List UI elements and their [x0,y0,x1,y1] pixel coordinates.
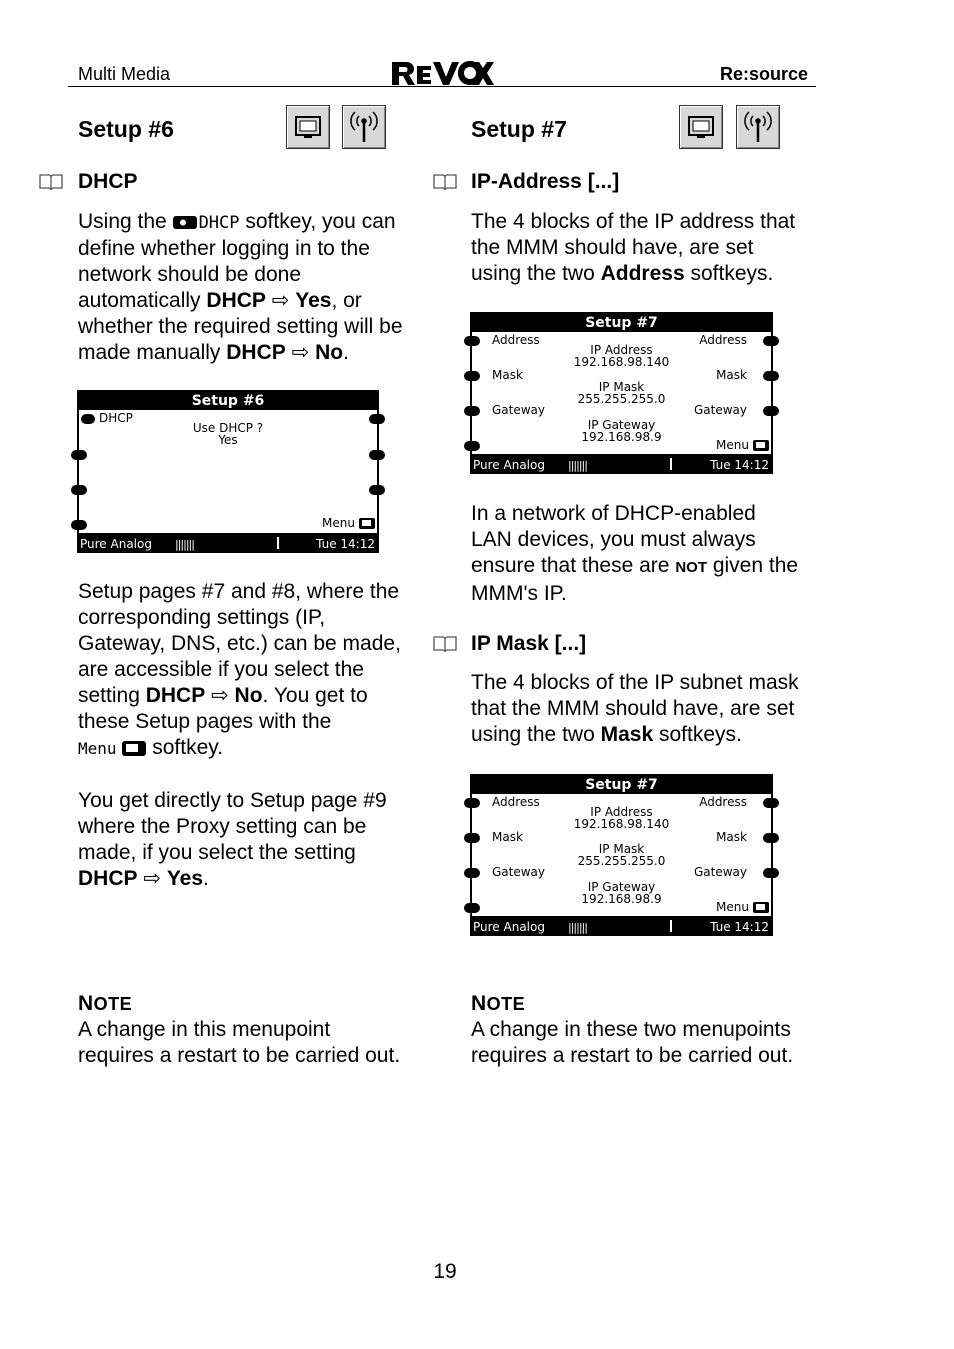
ip-address-description: The 4 blocks of the IP address that the MMM should have, are set using the two Address softkeys. [471,210,796,285]
lcd-title: Setup #6 [191,393,265,409]
lcd-source: Pure Analog [80,537,152,551]
status-divider [277,537,279,549]
lcd-address-right: Address [699,795,747,809]
lcd-gw-value: 192.168.98.9 [581,892,662,906]
softkey-marker [464,903,480,913]
setup6-lcd-screen [77,390,379,553]
setup6-title: Setup #6 [78,116,174,142]
softkey-marker [763,406,779,416]
volume-bar-icon: ||||||| [568,921,587,934]
arrow-right-icon: ⇨ [143,867,161,890]
lcd-menu-label: Menu [716,900,749,914]
header-section-label: Multi Media [78,64,171,84]
setup-pages-description: Setup pages #7 and #8, where the corresponding settings (IP, Gateway, DNS, etc.) can be made, are accessible if you select the setting DHCP ⇨ No. You get to these Setup pages with the Menu softkey. [78,580,401,759]
dhcp-heading: DHCP [78,170,138,193]
lcd-gateway-left: Gateway [492,865,546,879]
dhcp-network-warning: In a network of DHCP-enabled LAN devices, you must always ensure that these are NOT given the MMM's IP. [471,502,799,605]
lcd-gateway-right: Gateway [693,403,747,417]
network-lan-icon [679,105,723,149]
arrow-right-icon: ⇨ [291,341,310,364]
lcd-answer: Yes [218,433,238,447]
menu-softkey-icon [122,739,146,757]
lcd-mask-right: Mask [716,368,747,382]
status-divider [670,458,672,470]
lcd-address-right: Address [699,333,747,347]
ip-mask-description: The 4 blocks of the IP subnet mask that the MMM should have, are set using the two Mask softkeys. [471,671,799,746]
softkey-marker [464,868,480,878]
lcd-address-left: Address [492,333,540,347]
manual-book-icon [432,172,458,192]
lcd-gw-value: 192.168.98.9 [581,430,662,444]
note-text: A change in this menupoint requires a restart to be carried out. [78,1018,401,1067]
softkey-icon [173,213,199,231]
page-number: 19 [433,1260,457,1283]
proxy-description: You get directly to Setup page #9 where the Proxy setting can be made, if you select the setting DHCP ⇨ Yes. [78,789,387,890]
note-heading: NOTE [78,992,133,1015]
lcd-menu-label: Menu [716,438,749,452]
lcd-menu-label: Menu [322,516,355,530]
lcd-mask-value: 255.255.255.0 [577,392,666,406]
dhcp-description: Using the DHCP softkey, you can define whether logging in to the network should be done automatically DHCP ⇨ Yes, or whether the required setting will be made manually DHCP ⇨ No. [78,210,403,364]
lcd-gateway-right: Gateway [693,865,747,879]
lcd-content [472,794,771,916]
wireless-antenna-icon [342,105,386,149]
menu-softkey-icon [753,440,769,451]
softkey-marker [763,868,779,878]
volume-bar-icon: ||||||| [175,538,194,551]
header-product-name: Re:source [719,64,808,84]
status-divider [670,920,672,932]
softkey-marker [369,485,385,495]
lcd-ip-value: 192.168.98.140 [573,355,670,369]
ip-mask-heading: IP Mask [...] [471,632,587,655]
lcd-question: Use DHCP ? [192,421,264,435]
lcd-ip-label: IP Address [590,805,653,819]
lcd-mask-left: Mask [492,368,523,382]
softkey-marker [369,450,385,460]
note-text: A change in these two menupoints requires a restart to be carried out. [471,1018,794,1067]
lcd-source: Pure Analog [473,458,545,472]
softkey-marker [464,406,480,416]
setup7-title: Setup #7 [471,116,567,142]
softkey-marker [369,414,385,424]
menu-softkey-icon [753,902,769,913]
arrow-right-icon: ⇨ [271,289,290,312]
softkey-marker [464,441,480,451]
lcd-mask-value: 255.255.255.0 [577,854,666,868]
softkey-marker [71,450,87,460]
lcd-ip-value: 192.168.98.140 [573,817,670,831]
manual-book-icon [432,634,458,654]
lcd-status-bar [77,534,379,553]
lcd-time: Tue 14:12 [710,920,769,934]
lcd-gateway-left: Gateway [492,403,546,417]
lcd-content [79,410,377,533]
lcd-mask-label: IP Mask [598,842,645,856]
softkey-marker [763,833,779,843]
note-heading: NOTE [471,992,526,1015]
softkey-marker [71,485,87,495]
setup7-lcd-screen-mask [470,774,773,936]
arrow-right-icon: ⇨ [211,684,229,707]
setup7-lcd-screen [470,312,773,474]
lcd-title: Setup #7 [585,777,658,793]
lcd-status-bar [470,917,773,936]
header-rule [68,86,816,87]
lcd-mask-right: Mask [716,830,747,844]
ip-address-heading: IP-Address [...] [471,170,620,193]
menu-softkey-icon [359,518,375,529]
softkey-marker [763,371,779,381]
lcd-content [472,332,771,454]
volume-bar-icon: ||||||| [568,459,587,472]
lcd-gw-label: IP Gateway [587,880,656,894]
network-lan-icon [286,105,330,149]
wireless-antenna-icon [736,105,780,149]
lcd-ip-label: IP Address [590,343,653,357]
lcd-address-left: Address [492,795,540,809]
lcd-mask-left: Mask [492,830,523,844]
lcd-dhcp-key-label: DHCP [99,411,133,425]
softkey-marker [464,371,480,381]
lcd-source: Pure Analog [473,920,545,934]
lcd-title: Setup #7 [585,315,658,331]
softkey-marker [464,833,480,843]
manual-book-icon [38,172,64,192]
lcd-mask-label: IP Mask [598,380,645,394]
lcd-time: Tue 14:12 [316,537,375,551]
lcd-time: Tue 14:12 [710,458,769,472]
lcd-status-bar [470,455,773,474]
lcd-gw-label: IP Gateway [587,418,656,432]
revox-logo [388,58,494,86]
softkey-marker [71,520,87,530]
